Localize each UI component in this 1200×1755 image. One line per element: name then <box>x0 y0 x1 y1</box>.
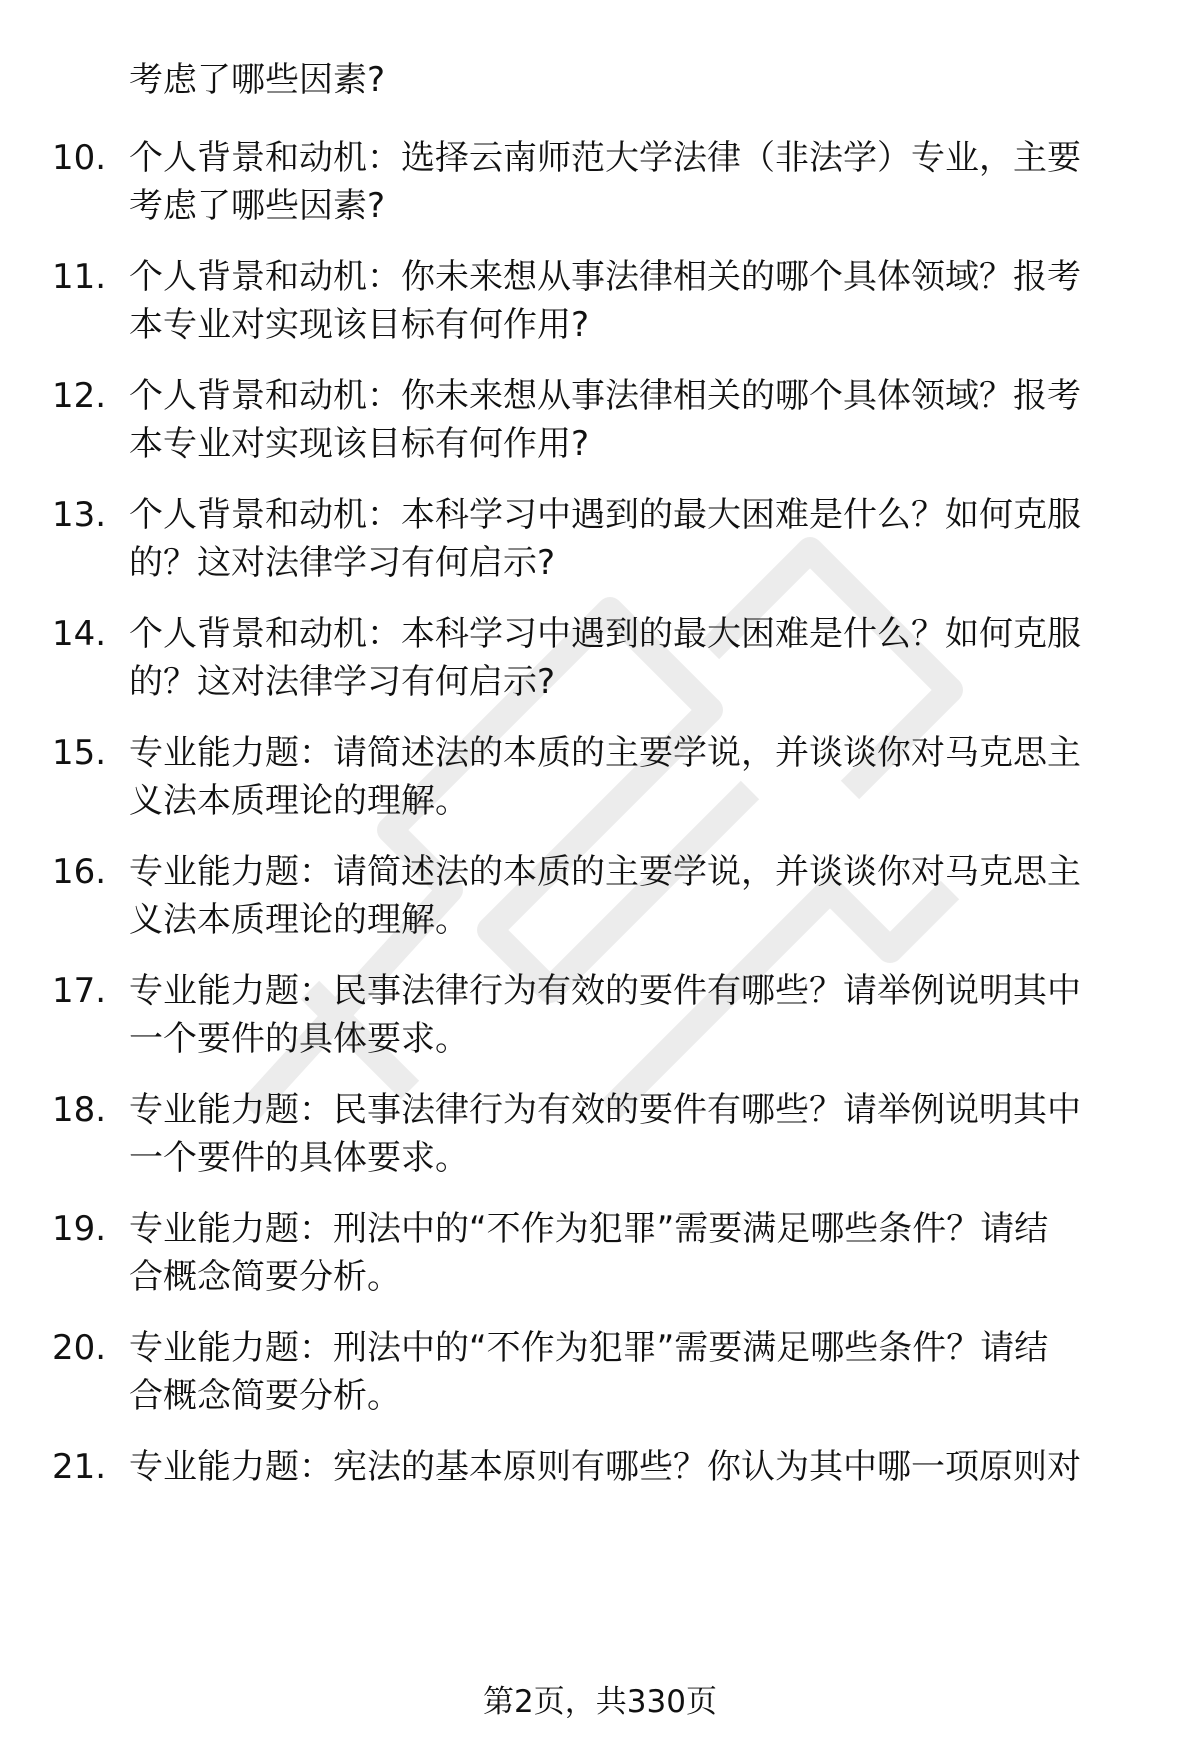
item-text-line1: 专业能力题：请简述法的本质的主要学说，并谈谈你对马克思主 <box>129 852 1081 892</box>
item-text-line2: 的？这对法律学习有何启示? <box>129 662 556 702</box>
item-number: 14. <box>52 614 107 654</box>
item-text-line1: 专业能力题：民事法律行为有效的要件有哪些？请举例说明其中 <box>129 1090 1081 1130</box>
item-text-line2: 一个要件的具体要求。 <box>129 1019 469 1059</box>
item-text-line2: 义法本质理论的理解。 <box>129 900 469 940</box>
item-text-line1: 专业能力题：请简述法的本质的主要学说，并谈谈你对马克思主 <box>129 733 1081 773</box>
item-text-line1: 专业能力题：刑法中的“不作为犯罪”需要满足哪些条件？请结 <box>129 1328 1049 1368</box>
item-number: 13. <box>52 495 107 535</box>
item-text-line1: 个人背景和动机：你未来想从事法律相关的哪个具体领域？报考 <box>129 376 1081 416</box>
item-text-line2: 一个要件的具体要求。 <box>129 1138 469 1178</box>
continuation-text: 考虑了哪些因素? <box>129 60 386 100</box>
item-number: 12. <box>52 376 107 416</box>
item-text-line1: 个人背景和动机：选择云南师范大学法律（非法学）专业，主要 <box>129 138 1081 178</box>
item-number: 19. <box>52 1209 107 1249</box>
item-text-line2: 合概念简要分析。 <box>129 1257 401 1297</box>
item-number: 17. <box>52 971 107 1011</box>
item-text-line2: 的？这对法律学习有何启示? <box>129 543 556 583</box>
page-footer: 第2页，共330页 <box>483 1684 717 1720</box>
item-text-line2: 本专业对实现该目标有何作用? <box>129 424 590 464</box>
item-text-line1: 专业能力题：宪法的基本原则有哪些？你认为其中哪一项原则对 <box>129 1447 1081 1487</box>
item-number: 10. <box>52 138 107 178</box>
item-number: 21. <box>52 1447 107 1487</box>
item-text-line2: 合概念简要分析。 <box>129 1376 401 1416</box>
item-text-line1: 个人背景和动机：你未来想从事法律相关的哪个具体领域？报考 <box>129 257 1081 297</box>
item-number: 18. <box>52 1090 107 1130</box>
item-text-line2: 义法本质理论的理解。 <box>129 781 469 821</box>
item-number: 20. <box>52 1328 107 1368</box>
item-number: 11. <box>52 257 107 297</box>
item-text-line2: 考虑了哪些因素? <box>129 186 386 226</box>
item-text-line2: 本专业对实现该目标有何作用? <box>129 305 590 345</box>
item-text-line1: 专业能力题：民事法律行为有效的要件有哪些？请举例说明其中 <box>129 971 1081 1011</box>
item-number: 15. <box>52 733 107 773</box>
item-text-line1: 专业能力题：刑法中的“不作为犯罪”需要满足哪些条件？请结 <box>129 1209 1049 1249</box>
item-text-line1: 个人背景和动机：本科学习中遇到的最大困难是什么？如何克服 <box>129 614 1081 654</box>
item-number: 16. <box>52 852 107 892</box>
item-text-line1: 个人背景和动机：本科学习中遇到的最大困难是什么？如何克服 <box>129 495 1081 535</box>
